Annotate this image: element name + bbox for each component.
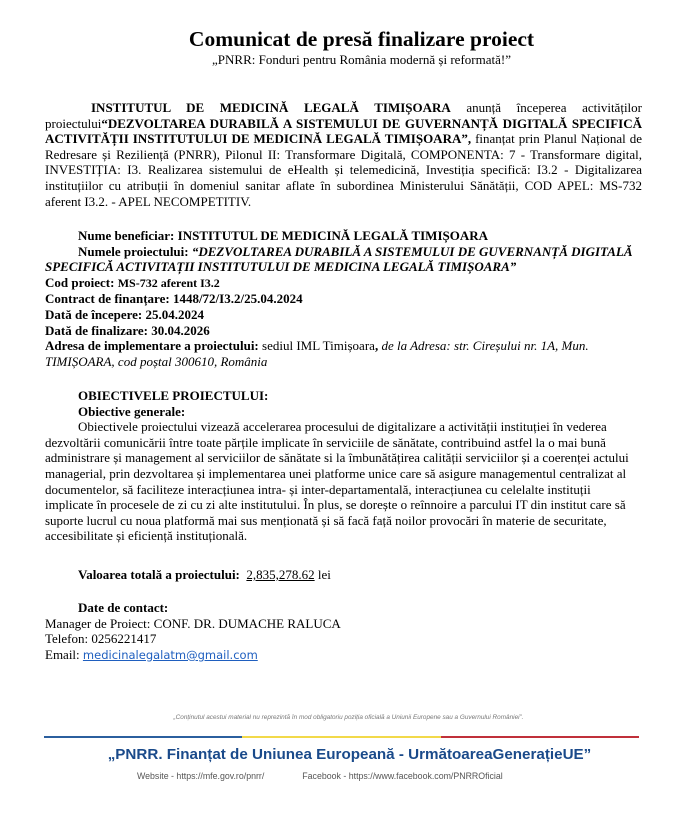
objectives-text (45, 419, 642, 544)
page-title: Comunicat de presă finalizare proiect (188, 27, 535, 51)
beneficiary-label: Nume beneficiar: (78, 228, 175, 243)
pnrr-slogan: „PNRR. Finanțat de Uniunea Europeană - UrmătoareaGenerațieUE” (107, 746, 592, 763)
contact-email-label: Email: (45, 646, 83, 662)
contract-value: 1448/72/I3.2/25.04.2024 (172, 291, 303, 307)
contact-phone: Telefon: 0256221417 (45, 631, 157, 647)
institution-name: INSTITUTUL DE MEDICINĂ LEGALĂ TIMIȘOARA (91, 100, 451, 115)
tricolor-divider (44, 736, 639, 738)
objectives-text-body: Obiectivele proiectului vizează accelerarea procesului de digitalizare a activității instituției în vederea dezvoltării comunicării între toate părțile implicate în serviciile de sănătate, contribuind astfel la o mai bună administrare și management al serviciilor de sănătate si la îmbunătățirea calității serviciilor și a coerenței actului managerial, prin dezvoltarea și implementarea unei platforme unice care să asigure managementul centralizat al documentelor, să faciliteze interacțiunea intra- și inter-departamentală, interacțiunea cu celelalte instituții implicate în procesele de zi cu zi alte institutului. În plus, se dorește o reînnoire a parcului IT din institut care să suporte lucrul cu noua platformă mai sus menționată și să facă față noilor provocări în materie de securitate, accesibilitate și eficiență instituțională. (45, 419, 629, 544)
project-name: “DEZVOLTAREA DURABILĂ A SISTEMULUI DE GUVERNANȚĂ DIGITALĂ SPECIFICĂ ACTIVITĂȚII INSTITUTULUI DE MEDICINĂ LEGALĂ TIMIȘOARA”, (45, 115, 642, 147)
project-code-row (45, 275, 642, 292)
intro-text-2: finanțat prin Planul Național de Redresare și Reziliență (PNRR), Pilonul II: Transformare Digitală, COMPONENTA: 7 - Transformare digital, INVESTIȚIA: I3. Realizarea sistemului de eHealth și telemedicină, Investiția specifică: I3.2 - Digitalizarea instituțiilor cu atribuții în domeniul sanitar aflate în subordinea Ministerului Sănătății, COD APEL: MS-732 aferent I3.2. - APEL NECOMPETITIV. (45, 131, 642, 209)
intro-paragraph (45, 100, 642, 209)
address-comma: , (374, 338, 379, 354)
project-code-label: Cod proiect: (45, 274, 118, 290)
contract-label: Contract de finanțare: (45, 291, 173, 307)
project-code-value: MS-732 aferent I3.2 (117, 275, 220, 290)
divider-red (441, 736, 639, 738)
project-name-label: Numele proiectului: (78, 243, 189, 259)
divider-yellow (242, 736, 440, 738)
contact-email-row (45, 647, 642, 664)
facebook-link[interactable]: Facebook - https://www.facebook.com/PNRROficial (302, 771, 503, 781)
end-date-row (45, 323, 642, 339)
address-row (45, 338, 642, 369)
end-date-label: Dată de finalizare: (45, 322, 152, 338)
contact-email-link[interactable]: medicinalegalatm@gmail.com (82, 647, 258, 662)
contact-heading: Date de contact: (78, 600, 169, 615)
total-value-amount: 2,835,278.62 (246, 567, 315, 582)
objectives-subheading: Obiective generale: (78, 403, 186, 419)
eu-disclaimer: „Conținutul acestui material nu reprezintă în mod obligatoriu poziția oficială a Uniunii Europene sau a Guvernului României”. (173, 714, 524, 721)
address-value-1: sediul IML Timișoara (258, 338, 375, 354)
end-date-value: 30.04.2026 (151, 322, 210, 338)
project-name-row (45, 244, 642, 275)
address-label: Adresa de implementare a proiectului: (45, 338, 259, 354)
divider-blue (44, 736, 242, 738)
total-value-row (45, 567, 675, 583)
beneficiary-row (45, 228, 642, 244)
total-value-label: Valoarea totală a proiectului: (78, 567, 240, 582)
footer-links (137, 771, 617, 781)
objectives-section (45, 388, 642, 544)
start-date-value: 25.04.2024 (145, 306, 204, 322)
objectives-heading: OBIECTIVELE PROIECTULUI: (78, 388, 269, 403)
start-date-label: Dată de începere: (45, 306, 146, 322)
contact-manager: Manager de Proiect: CONF. DR. DUMACHE RALUCA (45, 615, 341, 631)
project-details (45, 228, 642, 369)
start-date-row (45, 307, 642, 323)
project-name-value: “DEZVOLTAREA DURABILĂ A SISTEMULUI DE GUVERNANȚĂ DIGITALĂ SPECIFICĂ ACTIVITAȚII INSTITUTULUI DE MEDICINA LEGALĂ TIMIȘOARA” (45, 243, 633, 275)
address-value-2: de la Adresa: str. Cireșului nr. 1A, Mun. TIMIȘOARA, cod poștal 300610, România (45, 338, 589, 369)
page-subtitle: „PNRR: Fonduri pentru România modernă și reformată!” (212, 52, 511, 67)
website-link[interactable]: Website - https://mfe.gov.ro/pnrr/ (137, 771, 265, 781)
contact-section (45, 600, 642, 663)
intro-text-1: anunță începerea activităților proiectului (45, 100, 642, 131)
total-value-currency: lei (314, 567, 331, 582)
contract-row (45, 291, 642, 307)
beneficiary-value: INSTITUTUL DE MEDICINĂ LEGALĂ TIMIȘOARA (174, 228, 489, 243)
